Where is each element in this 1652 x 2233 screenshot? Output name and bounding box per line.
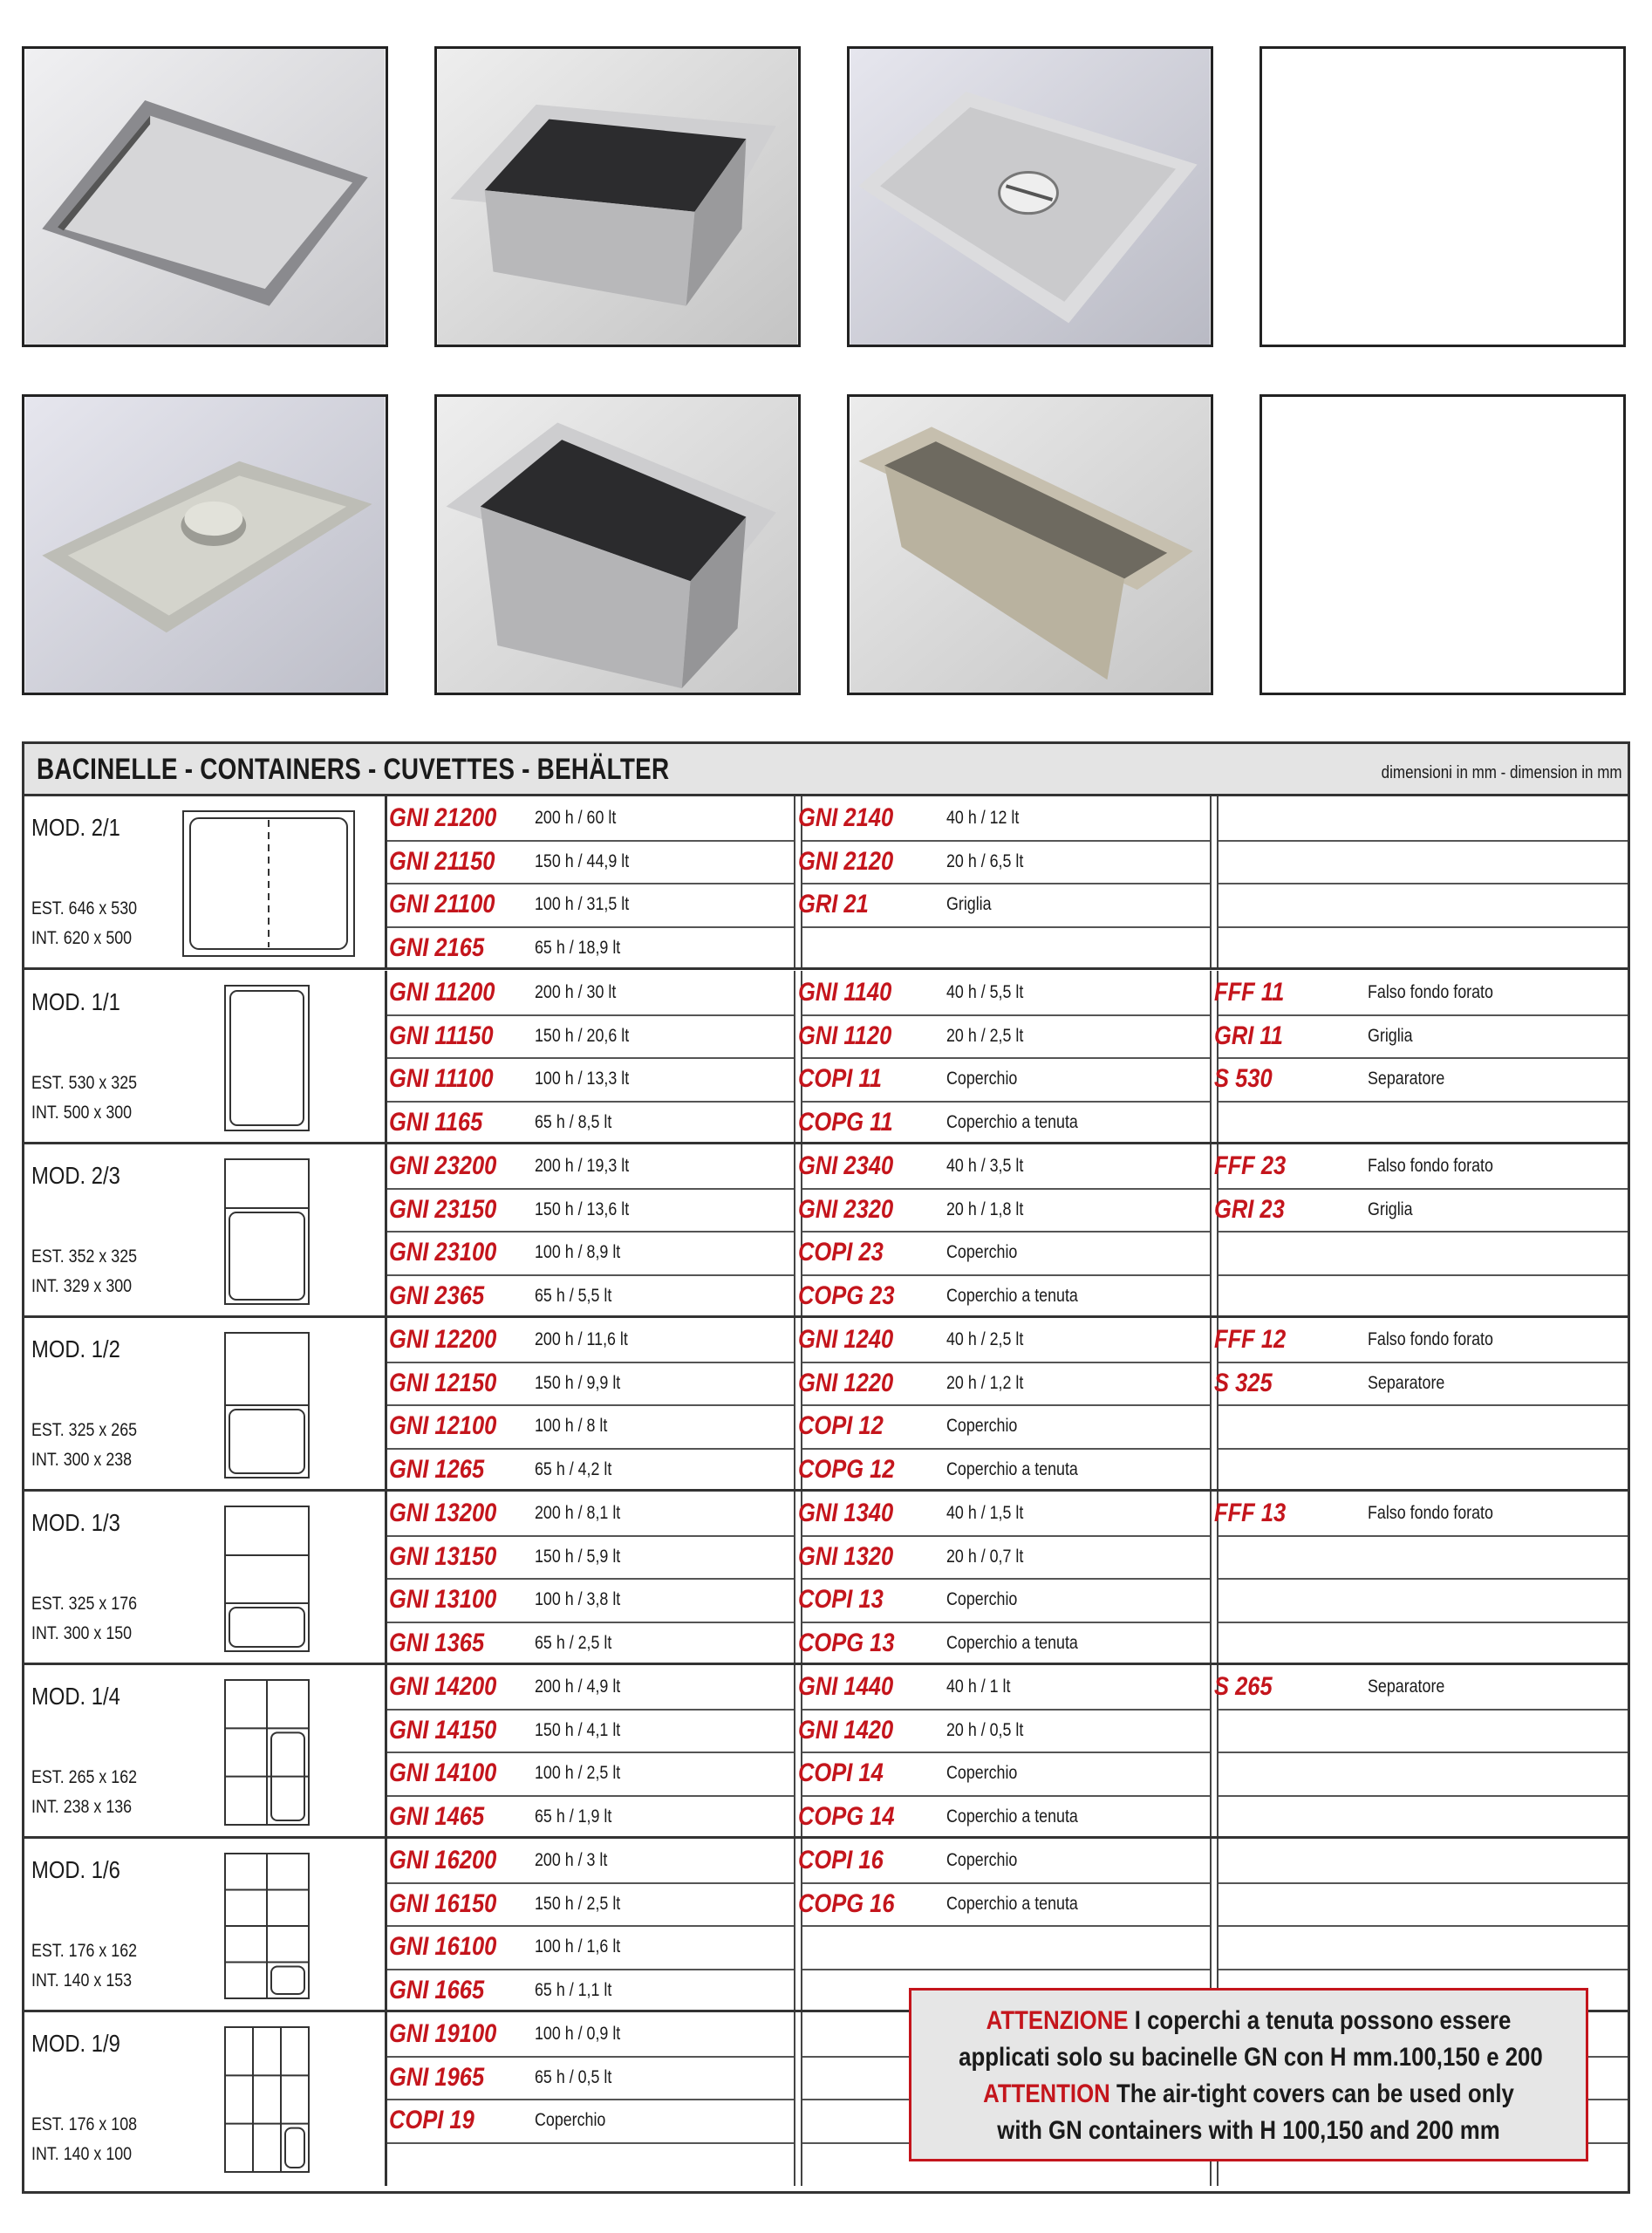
column-divider <box>385 1839 387 2010</box>
product-code: GNI 16200 <box>389 1846 497 1874</box>
mod-label: MOD. 1/9 <box>31 2030 120 2057</box>
row-divider <box>1219 1404 1628 1406</box>
gn-size-diagram <box>181 809 356 958</box>
product-code: GNI 11150 <box>389 1021 494 1050</box>
row-divider <box>387 1188 794 1190</box>
mod-label: MOD. 1/3 <box>31 1509 120 1536</box>
row-divider <box>387 1882 794 1884</box>
column-divider <box>1210 1318 1212 1489</box>
gn-size-diagram <box>223 984 311 1132</box>
row-divider <box>802 1622 1210 1623</box>
product-description: 40 h / 1,5 lt <box>946 1503 1024 1523</box>
size-group-1-2 <box>24 1318 1628 1492</box>
product-description: Coperchio <box>946 1589 1018 1609</box>
product-code: GNI 1420 <box>798 1715 894 1745</box>
row-divider <box>802 926 1210 928</box>
notice-en-label: ATTENTION <box>983 2079 1110 2108</box>
external-dimension: EST. 325 x 176 <box>31 1594 138 1614</box>
container-table <box>22 741 1630 2194</box>
product-description: 40 h / 5,5 lt <box>946 982 1024 1002</box>
product-description: Coperchio <box>535 2110 606 2130</box>
product-description: Falso fondo forato <box>1368 1503 1493 1523</box>
internal-dimension: INT. 500 x 300 <box>31 1103 133 1123</box>
row-divider <box>1219 1057 1628 1059</box>
column-divider <box>385 1144 387 1315</box>
row-divider <box>1219 1795 1628 1797</box>
internal-dimension: INT. 140 x 153 <box>31 1970 133 1991</box>
row-divider <box>1219 926 1628 928</box>
photo-empty-2 <box>1259 394 1626 695</box>
notice-it-label: ATTENZIONE <box>986 2006 1129 2035</box>
internal-dimension: INT. 300 x 150 <box>31 1623 133 1643</box>
column-divider <box>794 1318 795 1489</box>
row-divider <box>387 1622 794 1623</box>
internal-dimension: INT. 329 x 300 <box>31 1276 133 1296</box>
row-divider <box>802 840 1210 842</box>
row-divider <box>1219 1274 1628 1276</box>
photo-gn-lid-handle <box>847 46 1213 347</box>
product-description: 150 h / 44,9 lt <box>535 850 630 871</box>
product-description: Separatore <box>1368 1069 1445 1089</box>
product-code: COPI 23 <box>798 1238 884 1267</box>
column-divider <box>1210 1839 1212 2010</box>
product-description: Coperchio a tenuta <box>946 1893 1078 1914</box>
table-header <box>24 744 1628 796</box>
product-code: GNI 1365 <box>389 1628 485 1657</box>
photo-empty-1 <box>1259 46 1626 347</box>
product-code: GNI 16150 <box>389 1888 497 1918</box>
product-code: S 265 <box>1214 1672 1273 1701</box>
mod-dimensions <box>31 1763 137 1822</box>
row-divider <box>1219 1752 1628 1753</box>
row-divider <box>387 1101 794 1103</box>
product-description: Separatore <box>1368 1372 1445 1393</box>
row-divider <box>802 1188 1210 1190</box>
product-description: Coperchio a tenuta <box>946 1458 1078 1479</box>
product-description: Coperchio a tenuta <box>946 1285 1078 1306</box>
mod-label: MOD. 1/1 <box>31 988 120 1015</box>
notice-it-text-2: applicati solo su bacinelle GN con H mm.100,150 e 200 <box>959 2043 1543 2072</box>
mod-label: MOD. 1/6 <box>31 1856 120 1883</box>
mod-dimensions <box>31 1069 137 1128</box>
product-code: GNI 12100 <box>389 1411 497 1440</box>
product-description: Coperchio a tenuta <box>946 1806 1078 1827</box>
column-divider <box>1217 796 1219 967</box>
product-code: GNI 2320 <box>798 1194 894 1224</box>
product-code: GNI 2165 <box>389 932 485 962</box>
row-divider <box>802 1014 1210 1016</box>
row-divider <box>802 1925 1210 1927</box>
mod-label: MOD. 2/1 <box>31 814 120 841</box>
row-divider <box>387 926 794 928</box>
product-description: 20 h / 6,5 lt <box>946 850 1024 871</box>
product-code: COPG 23 <box>798 1280 895 1310</box>
external-dimension: EST. 176 x 162 <box>31 1941 138 1961</box>
product-code: COPG 12 <box>798 1454 895 1484</box>
product-code: GNI 14150 <box>389 1715 497 1745</box>
row-divider <box>802 1101 1210 1103</box>
product-description: Coperchio <box>946 1069 1018 1089</box>
product-code: S 325 <box>1214 1368 1273 1397</box>
product-description: 65 h / 4,2 lt <box>535 1458 612 1479</box>
row-divider <box>387 1795 794 1797</box>
row-divider <box>802 883 1210 884</box>
table-title: BACINELLE - CONTAINERS - CUVETTES - BEHÄLTER <box>37 753 670 786</box>
product-code: FFF 23 <box>1214 1151 1287 1180</box>
gn-long-pan-image <box>850 397 1211 693</box>
product-code: COPI 16 <box>798 1846 884 1874</box>
mod-label: MOD. 1/2 <box>31 1335 120 1362</box>
row-divider <box>802 1057 1210 1059</box>
product-code: GNI 2365 <box>389 1280 485 1310</box>
product-code: GNI 12200 <box>389 1325 497 1354</box>
column-divider <box>385 796 387 967</box>
product-description: 40 h / 12 lt <box>946 808 1020 828</box>
product-code: FFF 13 <box>1214 1499 1287 1527</box>
product-code: COPG 16 <box>798 1888 895 1918</box>
external-dimension: EST. 325 x 265 <box>31 1420 138 1440</box>
column-divider <box>794 1144 795 1315</box>
internal-dimension: INT. 300 x 238 <box>31 1450 133 1470</box>
product-description: 150 h / 4,1 lt <box>535 1719 621 1740</box>
gn-pan-image <box>437 49 798 345</box>
column-divider <box>1210 1492 1212 1663</box>
row-divider <box>802 1969 1210 1970</box>
product-description: 65 h / 0,5 lt <box>535 2066 612 2087</box>
product-description: 150 h / 2,5 lt <box>535 1893 621 1914</box>
product-description: Falso fondo forato <box>1368 982 1493 1002</box>
mod-dimensions <box>31 1936 137 1996</box>
product-description: Griglia <box>946 894 992 914</box>
product-code: GNI 21200 <box>389 803 497 832</box>
product-description: 65 h / 5,5 lt <box>535 1285 612 1306</box>
column-divider <box>385 1665 387 1836</box>
product-description: 100 h / 31,5 lt <box>535 894 630 914</box>
row-divider <box>1219 1101 1628 1103</box>
column-divider <box>385 1318 387 1489</box>
product-description: 100 h / 1,6 lt <box>535 1936 621 1956</box>
row-divider <box>387 2099 794 2100</box>
product-code: GRI 11 <box>1214 1021 1283 1050</box>
column-divider <box>1210 796 1212 967</box>
product-description: 100 h / 3,8 lt <box>535 1589 621 1609</box>
product-code: GNI 23100 <box>389 1238 497 1267</box>
row-divider <box>387 1404 794 1406</box>
product-description: 200 h / 60 lt <box>535 808 617 828</box>
column-divider <box>1210 1665 1212 1836</box>
product-description: Coperchio a tenuta <box>946 1632 1078 1653</box>
product-description: 200 h / 4,9 lt <box>535 1676 621 1697</box>
product-description: 100 h / 8 lt <box>535 1416 608 1436</box>
column-divider <box>1210 971 1212 1142</box>
product-description: 65 h / 1,9 lt <box>535 1806 612 1827</box>
row-divider <box>802 1448 1210 1450</box>
product-description: 20 h / 1,2 lt <box>946 1372 1024 1393</box>
notice-en-text-2: with GN containers with H 100,150 and 200 mm <box>997 2116 1500 2145</box>
product-code: GNI 1165 <box>389 1107 483 1137</box>
product-code: GNI 1440 <box>798 1672 894 1701</box>
product-code: COPG 14 <box>798 1801 895 1831</box>
row-divider <box>387 1448 794 1450</box>
product-code: GNI 16100 <box>389 1932 497 1961</box>
size-group-2-3 <box>24 1144 1628 1318</box>
product-code: GNI 13150 <box>389 1541 497 1571</box>
product-description: Griglia <box>1368 1198 1413 1219</box>
product-description: 200 h / 8,1 lt <box>535 1503 621 1523</box>
product-code: GNI 14200 <box>389 1672 497 1701</box>
row-divider <box>1219 1925 1628 1927</box>
product-code: GNI 1340 <box>798 1499 894 1527</box>
column-divider <box>1210 1144 1212 1315</box>
dimension-note: dimensioni in mm - dimension in mm <box>1382 763 1622 782</box>
row-divider <box>387 1925 794 1927</box>
product-code: GNI 1665 <box>389 1975 485 2004</box>
product-description: 40 h / 2,5 lt <box>946 1329 1024 1349</box>
product-code: GNI 14100 <box>389 1758 497 1787</box>
product-code: GNI 2340 <box>798 1151 894 1180</box>
column-divider <box>794 2012 795 2186</box>
product-code: GNI 19100 <box>389 2019 497 2048</box>
row-divider <box>387 1014 794 1016</box>
row-divider <box>387 1231 794 1233</box>
product-description: 200 h / 3 lt <box>535 1850 608 1870</box>
notice-en-text-1: The air-tight covers can be used only <box>1109 2079 1514 2108</box>
product-description: 65 h / 18,9 lt <box>535 937 621 958</box>
external-dimension: EST. 352 x 325 <box>31 1246 138 1267</box>
row-divider <box>802 1274 1210 1276</box>
product-description: Griglia <box>1368 1025 1413 1046</box>
gn-lid-knob-image <box>24 397 386 693</box>
size-group-2-1 <box>24 796 1628 970</box>
mod-dimensions <box>31 1242 137 1301</box>
row-divider <box>1219 1622 1628 1623</box>
product-description: 20 h / 1,8 lt <box>946 1198 1024 1219</box>
column-divider <box>1217 1839 1219 2010</box>
row-divider <box>802 1752 1210 1753</box>
product-description: Falso fondo forato <box>1368 1156 1493 1176</box>
product-code: COPG 13 <box>798 1628 895 1657</box>
internal-dimension: INT. 140 x 100 <box>31 2144 133 2164</box>
column-divider <box>385 1492 387 1663</box>
row-divider <box>802 1795 1210 1797</box>
column-divider <box>794 796 795 967</box>
row-divider <box>802 1709 1210 1711</box>
internal-dimension: INT. 620 x 500 <box>31 928 133 948</box>
row-divider <box>1219 1188 1628 1190</box>
row-divider <box>1219 1882 1628 1884</box>
product-code: GRI 23 <box>1214 1194 1285 1224</box>
external-dimension: EST. 530 x 325 <box>31 1073 138 1093</box>
row-divider <box>802 1535 1210 1537</box>
product-code: GNI 1265 <box>389 1454 485 1484</box>
product-code: GNI 13200 <box>389 1499 497 1527</box>
product-description: 150 h / 5,9 lt <box>535 1546 621 1567</box>
product-code: GNI 2140 <box>798 803 894 832</box>
photo-gn-long-pan <box>847 394 1213 695</box>
product-code: FFF 12 <box>1214 1325 1287 1354</box>
gn-size-diagram <box>223 1331 311 1479</box>
gn-size-diagram <box>223 1157 311 1306</box>
row-divider <box>802 1882 1210 1884</box>
attention-notice <box>909 1988 1588 2161</box>
row-divider <box>1219 1448 1628 1450</box>
product-code: COPI 12 <box>798 1411 884 1440</box>
product-description: 65 h / 1,1 lt <box>535 1979 612 2000</box>
product-description: 20 h / 2,5 lt <box>946 1025 1024 1046</box>
mod-dimensions <box>31 894 137 953</box>
gn-deep-pan-image <box>437 397 798 693</box>
product-description: 100 h / 0,9 lt <box>535 2024 621 2044</box>
row-divider <box>387 883 794 884</box>
product-description: Falso fondo forato <box>1368 1329 1493 1349</box>
product-description: Separatore <box>1368 1676 1445 1697</box>
product-code: GNI 1320 <box>798 1541 894 1571</box>
mod-dimensions <box>31 2110 137 2169</box>
gn-size-diagram <box>223 1678 311 1827</box>
product-description: 100 h / 8,9 lt <box>535 1242 621 1262</box>
row-divider <box>802 1404 1210 1406</box>
photo-gn-deep-pan <box>434 394 801 695</box>
row-divider <box>1219 1231 1628 1233</box>
row-divider <box>1219 1362 1628 1363</box>
row-divider <box>387 1057 794 1059</box>
gn-lid-handle-image <box>850 49 1211 345</box>
product-code: GNI 21100 <box>389 890 495 918</box>
row-divider <box>1219 1535 1628 1537</box>
product-description: 200 h / 19,3 lt <box>535 1156 630 1176</box>
product-code: COPI 14 <box>798 1758 884 1787</box>
product-code: COPI 11 <box>798 1064 882 1093</box>
internal-dimension: INT. 238 x 136 <box>31 1797 133 1817</box>
product-description: 40 h / 3,5 lt <box>946 1156 1024 1176</box>
product-code: GNI 13100 <box>389 1585 497 1614</box>
product-description: 40 h / 1 lt <box>946 1676 1011 1697</box>
product-code: GNI 1220 <box>798 1368 894 1397</box>
product-code: GNI 1120 <box>798 1021 892 1050</box>
mod-dimensions <box>31 1416 137 1475</box>
product-description: 65 h / 8,5 lt <box>535 1111 612 1132</box>
row-divider <box>1219 1969 1628 1970</box>
product-description: Coperchio <box>946 1763 1018 1783</box>
size-group-1-4 <box>24 1665 1628 1839</box>
row-divider <box>387 1274 794 1276</box>
row-divider <box>802 1231 1210 1233</box>
product-code: GNI 2120 <box>798 846 894 876</box>
external-dimension: EST. 265 x 162 <box>31 1767 138 1787</box>
product-description: 20 h / 0,7 lt <box>946 1546 1024 1567</box>
photo-gn-2-1-pan <box>22 46 388 347</box>
size-group-1-3 <box>24 1492 1628 1665</box>
mod-label: MOD. 1/4 <box>31 1683 120 1710</box>
product-code: GNI 1465 <box>389 1801 485 1831</box>
gn-2-1-pan-image <box>24 49 386 345</box>
gn-size-diagram <box>223 2025 311 2174</box>
row-divider <box>387 1578 794 1580</box>
product-code: GNI 21150 <box>389 846 495 876</box>
gn-size-diagram <box>223 1505 311 1653</box>
row-divider <box>802 1578 1210 1580</box>
row-divider <box>1219 1709 1628 1711</box>
product-description: Coperchio <box>946 1850 1018 1870</box>
row-divider <box>387 840 794 842</box>
product-code: COPI 19 <box>389 2106 474 2134</box>
product-description: 20 h / 0,5 lt <box>946 1719 1024 1740</box>
product-description: 100 h / 2,5 lt <box>535 1763 621 1783</box>
product-code: GNI 11100 <box>389 1064 494 1093</box>
column-divider <box>794 1839 795 2010</box>
product-description: 200 h / 30 lt <box>535 982 617 1002</box>
product-code: GNI 1240 <box>798 1325 894 1354</box>
notice-it-text-1: I coperchi a tenuta possono essere <box>1128 2006 1512 2035</box>
table-body <box>24 796 1628 2191</box>
product-code: GNI 1965 <box>389 2062 485 2092</box>
gn-size-diagram <box>223 1852 311 2000</box>
photo-gn-pan <box>434 46 801 347</box>
product-description: 150 h / 13,6 lt <box>535 1198 630 1219</box>
product-description: 200 h / 11,6 lt <box>535 1329 628 1349</box>
product-description: 65 h / 2,5 lt <box>535 1632 612 1653</box>
row-divider <box>1219 1578 1628 1580</box>
row-divider <box>1219 883 1628 884</box>
product-code: GNI 23200 <box>389 1151 497 1180</box>
column-divider <box>794 971 795 1142</box>
row-divider <box>387 1752 794 1753</box>
product-code: GRI 21 <box>798 890 869 918</box>
product-code: GNI 11200 <box>389 978 495 1007</box>
size-group-1-6 <box>24 1839 1628 2012</box>
product-code: GNI 1140 <box>798 978 892 1007</box>
mod-label: MOD. 2/3 <box>31 1162 120 1189</box>
row-divider <box>387 1709 794 1711</box>
product-description: 150 h / 9,9 lt <box>535 1372 621 1393</box>
product-description: Coperchio <box>946 1242 1018 1262</box>
product-code: FFF 11 <box>1214 978 1285 1007</box>
mod-dimensions <box>31 1589 137 1649</box>
row-divider <box>387 1969 794 1970</box>
product-code: GNI 12150 <box>389 1368 497 1397</box>
row-divider <box>387 1535 794 1537</box>
product-description: 100 h / 13,3 lt <box>535 1069 630 1089</box>
product-description: 150 h / 20,6 lt <box>535 1025 630 1046</box>
product-description: Coperchio a tenuta <box>946 1111 1078 1132</box>
column-divider <box>794 1492 795 1663</box>
photo-gn-lid-knob <box>22 394 388 695</box>
product-code: GNI 23150 <box>389 1194 497 1224</box>
row-divider <box>1219 1014 1628 1016</box>
product-description: Coperchio <box>946 1416 1018 1436</box>
row-divider <box>1219 840 1628 842</box>
row-divider <box>387 2056 794 2058</box>
external-dimension: EST. 646 x 530 <box>31 898 138 918</box>
size-group-1-1 <box>24 971 1628 1144</box>
product-code: S 530 <box>1214 1064 1273 1093</box>
product-code: COPG 11 <box>798 1107 893 1137</box>
column-divider <box>385 971 387 1142</box>
row-divider <box>387 1362 794 1363</box>
external-dimension: EST. 176 x 108 <box>31 2114 138 2134</box>
row-divider <box>387 2142 794 2144</box>
product-code: COPI 13 <box>798 1585 884 1614</box>
row-divider <box>802 1362 1210 1363</box>
column-divider <box>794 1665 795 1836</box>
